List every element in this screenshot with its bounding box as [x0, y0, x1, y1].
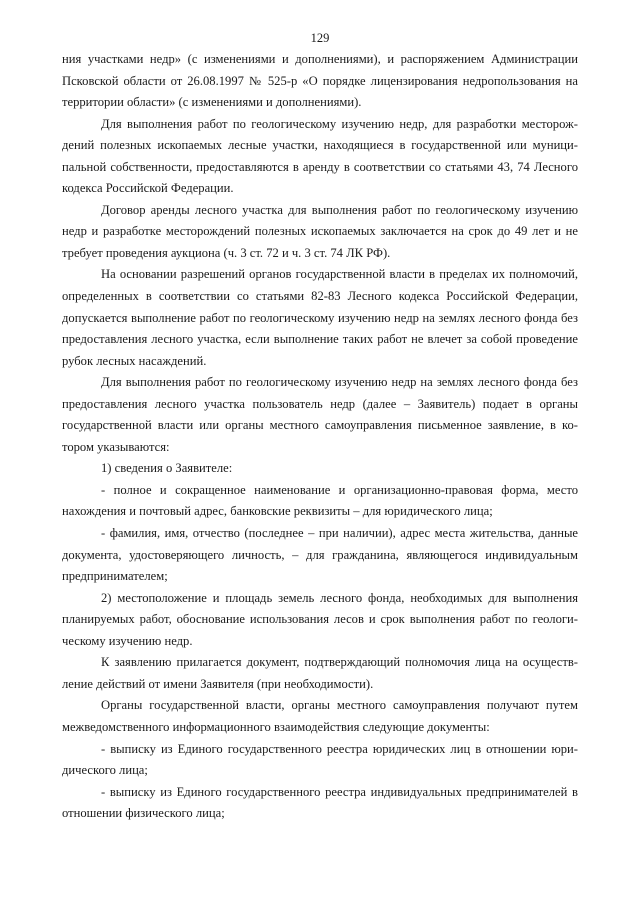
paragraph: К заявлению прилагается документ, подтверждающий полномочия лица на осуществление действий от имени Заявителя (при необходимости).	[62, 655, 578, 691]
paragraph: Для выполнения работ по геологическому изучению недр на землях лесного фонда без предоставления лесного участка пользователь недр (далее – Заявитель) подает в органы государственной власти или органы местного самоуправления письменное заявление, в котором указываются:	[62, 375, 578, 454]
paragraph: Договор аренды лесного участка для выполнения работ по геологическому изучению недр и разработке месторождений полезных ископаемых заключается на срок до 49 лет и не требует проведения аукциона (ч. 3 ст. 72 и ч. 3 ст. 74 ЛК РФ).	[62, 202, 578, 260]
list-item: - полное и сокращенное наименование и организационно-правовая форма, место нахождения и почтовый адрес, банковские реквизиты – для юридического лица;	[62, 482, 578, 519]
paragraph: Для выполнения работ по геологическому изучению недр, для разработки месторождений полезных ископаемых лесные участки, находящиеся в государственной или муниципальной собственности, предоставляются в аренду в соответствии со статьями 43, 74 Лесного кодекса Российской Федерации.	[62, 116, 578, 196]
list-item: - фамилия, имя, отчество (последнее – при наличии), адрес места жительства, данные документа, удостоверяющего личность, – для гражданина, являющегося индивидуальным предпринимателем;	[62, 526, 578, 584]
paragraph: Органы государственной власти, органы местного самоуправления получают путем межведомственного информационного взаимодействия следующие документы:	[62, 698, 578, 734]
paragraph-continuation: ния участками недр» (с изменениями и дополнениями), и распоряжением Администрации Псковской области от 26.08.1997 № 525-р «О порядке лицензирования недропользования на территории области» (с изменениями и дополнениями).	[62, 52, 578, 110]
list-item: - выписку из Единого государственного реестра юридических лиц в отношении юридического лица;	[62, 741, 578, 778]
page-number: 129	[310, 31, 330, 45]
list-heading: 1) сведения о Заявителе:	[101, 461, 233, 476]
paragraph: На основании разрешений органов государственной власти в пределах их полномочий, определенных в соответствии со статьями 82-83 Лесного кодекса Российской Федерации, допускается выполнение работ по геологическому изучению недр на землях лесного фонда без предоставления лесного участка, если выполнение таких работ не влечет за собой проведение рубок лесных насаждений.	[62, 267, 578, 368]
list-item: - выписку из Единого государственного реестра индивидуальных предпринимателей в отношении физического лица;	[62, 784, 578, 821]
document-body	[62, 49, 578, 825]
list-item: 2) местоположение и площадь земель лесного фонда, необходимых для выполнения планируемых работ, обоснование использования лесов и срок выполнения работ по геологическому изучению недр.	[62, 590, 578, 648]
